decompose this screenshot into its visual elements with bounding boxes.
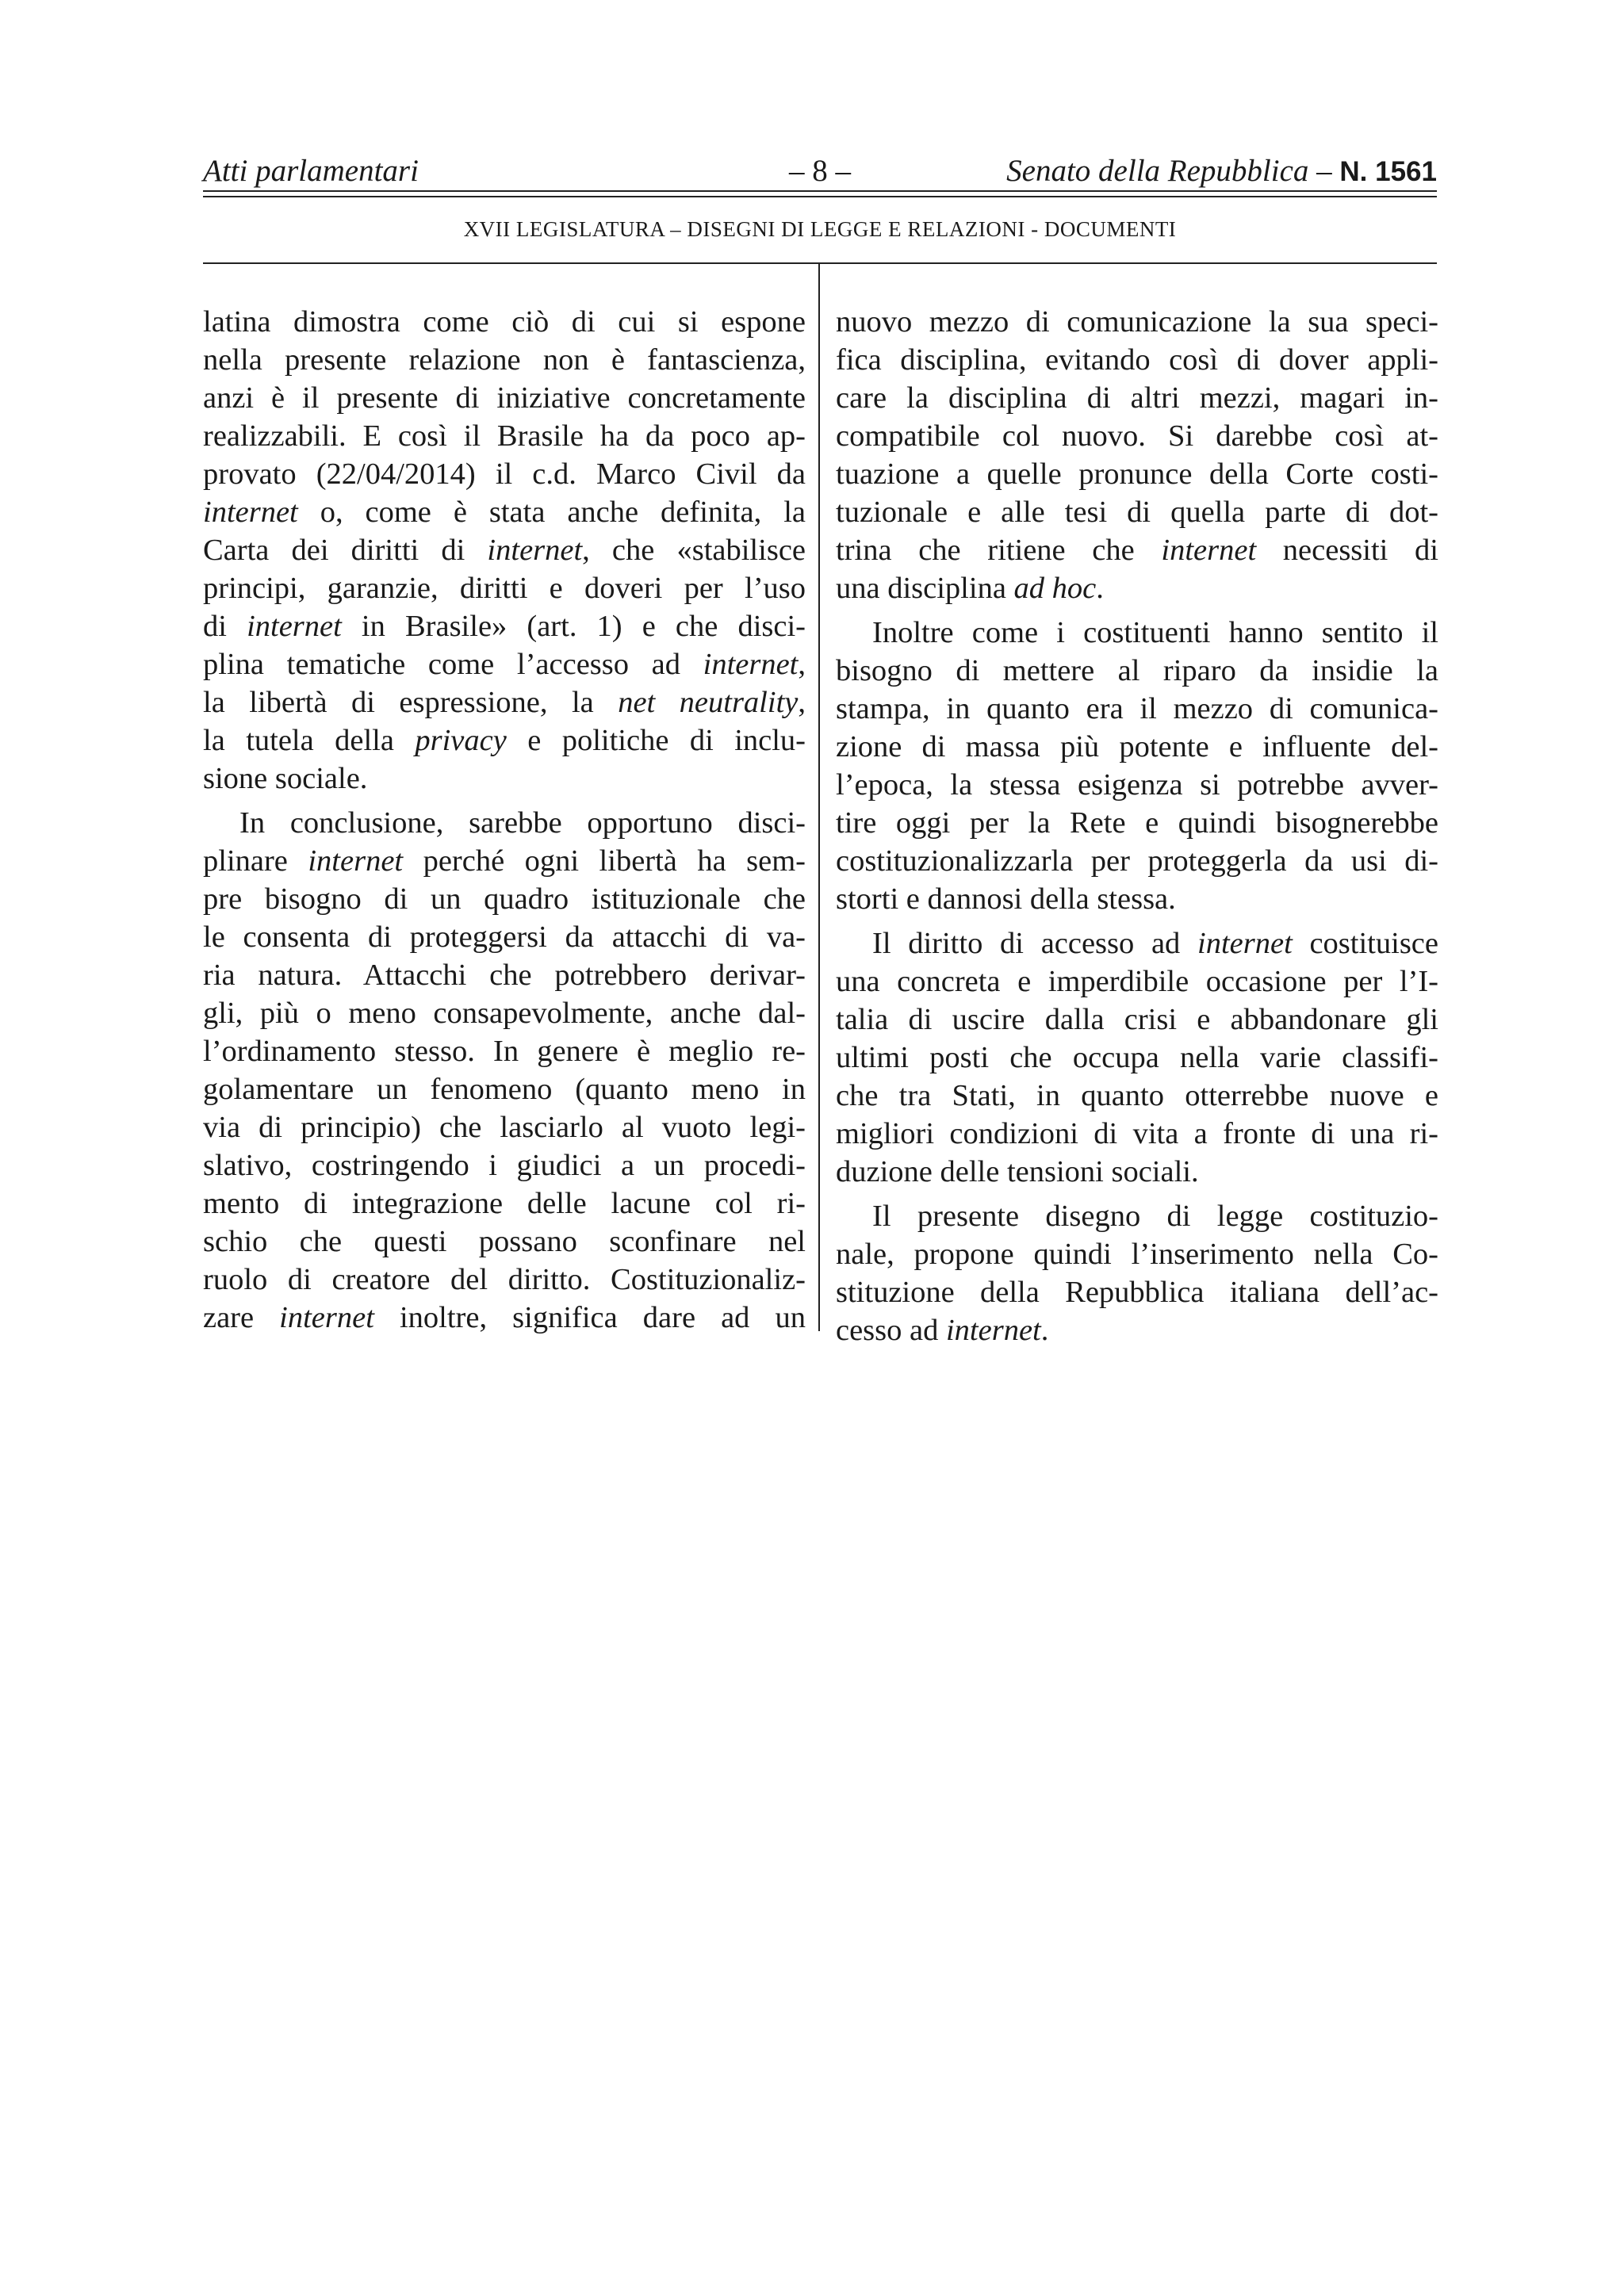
paragraph-line: l’ordinamento stesso. In genere è meglio re- [203, 1035, 806, 1068]
header-chamber [1006, 147, 1437, 196]
paragraph-line: tuazione a quelle pronunce della Corte costi- [836, 457, 1438, 491]
paragraph-line: nella presente relazione non è fantascienza, [203, 343, 806, 377]
paragraph-line: gli, più o meno consapevolmente, anche dal- [203, 997, 806, 1030]
paragraph-line: Il diritto di accesso ad internet costituisce [872, 927, 1438, 960]
paragraph-line: plinare internet perché ogni libertà ha sem- [203, 844, 806, 878]
paragraph-line: In conclusione, sarebbe opportuno disci- [239, 806, 806, 840]
paragraph-line: zare internet inoltre, significa dare ad un [203, 1301, 806, 1334]
paragraph-line: costituzionalizzarla per proteggerla da usi di- [836, 844, 1438, 878]
paragraph-line: una concreta e imperdibile occasione per l’I- [836, 965, 1438, 998]
paragraph-line: l’epoca, la stessa esigenza si potrebbe avver- [836, 768, 1438, 802]
header-rule-second [203, 196, 1437, 197]
paragraph-line: la tutela della privacy e politiche di inclu- [203, 724, 806, 757]
paragraph-line: ultimi posti che occupa nella varie classifi- [836, 1041, 1438, 1074]
paragraph-line: ria natura. Attacchi che potrebbero derivar- [203, 959, 806, 992]
paragraph-line: mento di integrazione delle lacune col ri- [203, 1187, 806, 1220]
paragraph-line: trina che ritiene che internet necessiti di [836, 534, 1438, 567]
paragraph-line: provato (22/04/2014) il c.d. Marco Civil da [203, 457, 806, 491]
paragraph-line: stampa, in quanto era il mezzo di comunica- [836, 692, 1438, 725]
paragraph-line: principi, garanzie, diritti e doveri per l’uso [203, 572, 806, 605]
paragraph-line: anzi è il presente di iniziative concretamente [203, 381, 806, 415]
paragraph-line: migliori condizioni di vita a fronte di una ri- [836, 1117, 1438, 1150]
paragraph-line: schio che questi possano sconfinare nel [203, 1225, 806, 1258]
paragraph-line: cesso ad internet. [836, 1314, 1049, 1347]
paragraph: latina dimostra come ciò di cui si espone [203, 305, 806, 339]
paragraph-line: bisogno di mettere al riparo da insidie la [836, 654, 1438, 687]
paragraph-line: le consenta di proteggersi da attacchi di va- [203, 920, 806, 954]
paragraph-line: storti e dannosi della stessa. [836, 882, 1176, 916]
paragraph-line: care la disciplina di altri mezzi, magari in- [836, 381, 1438, 415]
header-publication: Atti parlamentari [203, 154, 419, 188]
right-column [836, 303, 1438, 1349]
paragraph-line: stituzione della Repubblica italiana dell’ac- [836, 1276, 1438, 1309]
paragraph-line: sione sociale. [203, 762, 368, 795]
paragraph-line: slativo, costringendo i giudici a un procedi- [203, 1149, 806, 1182]
paragraph-line: Carta dei diritti di internet, che «stabilisce [203, 534, 806, 567]
paragraph-line: pre bisogno di un quadro istituzionale che [203, 882, 806, 916]
paragraph-line: realizzabili. E così il Brasile ha da poco ap- [203, 419, 806, 453]
paragraph-line: ruolo di creatore del diritto. Costituzionaliz- [203, 1263, 806, 1296]
subheader-rule [203, 262, 1437, 264]
page-header [203, 147, 1437, 195]
paragraph-line: via di principio) che lasciarlo al vuoto legi- [203, 1111, 806, 1144]
header-chamber-name: Senato della Repubblica – [1006, 154, 1340, 188]
paragraph-line: Inoltre come i costituenti hanno sentito il [872, 616, 1438, 649]
left-column [203, 303, 806, 1337]
paragraph-line: tire oggi per la Rete e quindi bisognerebbe [836, 806, 1438, 840]
paragraph-line: di internet in Brasile» (art. 1) e che disci- [203, 610, 806, 643]
column-divider [818, 264, 820, 1331]
header-rule-top [203, 190, 1437, 192]
paragraph-line: talia di uscire dalla crisi e abbandonare gli [836, 1003, 1438, 1036]
paragraph-line: fica disciplina, evitando così di dover appli- [836, 343, 1438, 377]
paragraph-line: che tra Stati, in quanto otterrebbe nuove e [836, 1079, 1438, 1112]
header-page-number: – 8 – [789, 154, 851, 188]
header-bill-number: N. 1561 [1339, 156, 1437, 187]
paragraph-line: compatibile col nuovo. Si darebbe così at- [836, 419, 1438, 453]
paragraph-line: tuzionale e alle tesi di quella parte di dot- [836, 496, 1438, 529]
paragraph-line: zione di massa più potente e influente del- [836, 730, 1438, 763]
paragraph-line: plina tematiche come l’accesso ad internet, [203, 648, 806, 681]
paragraph-line: internet o, come è stata anche definita, la [203, 496, 806, 529]
paragraph-line: golamentare un fenomeno (quanto meno in [203, 1073, 806, 1106]
legislature-subheader: XVII LEGISLATURA – DISEGNI DI LEGGE E RELAZIONI - DOCUMENTI [463, 217, 1177, 241]
paragraph-line: Il presente disegno di legge costituzio- [872, 1200, 1438, 1233]
paragraph-line: una disciplina ad hoc. [836, 572, 1104, 605]
paragraph-line: nuovo mezzo di comunicazione la sua speci- [836, 305, 1438, 339]
paragraph-line: la libertà di espressione, la net neutrality, [203, 686, 806, 719]
paragraph-line: nale, propone quindi l’inserimento nella Co- [836, 1238, 1438, 1271]
paragraph-line: duzione delle tensioni sociali. [836, 1155, 1199, 1188]
